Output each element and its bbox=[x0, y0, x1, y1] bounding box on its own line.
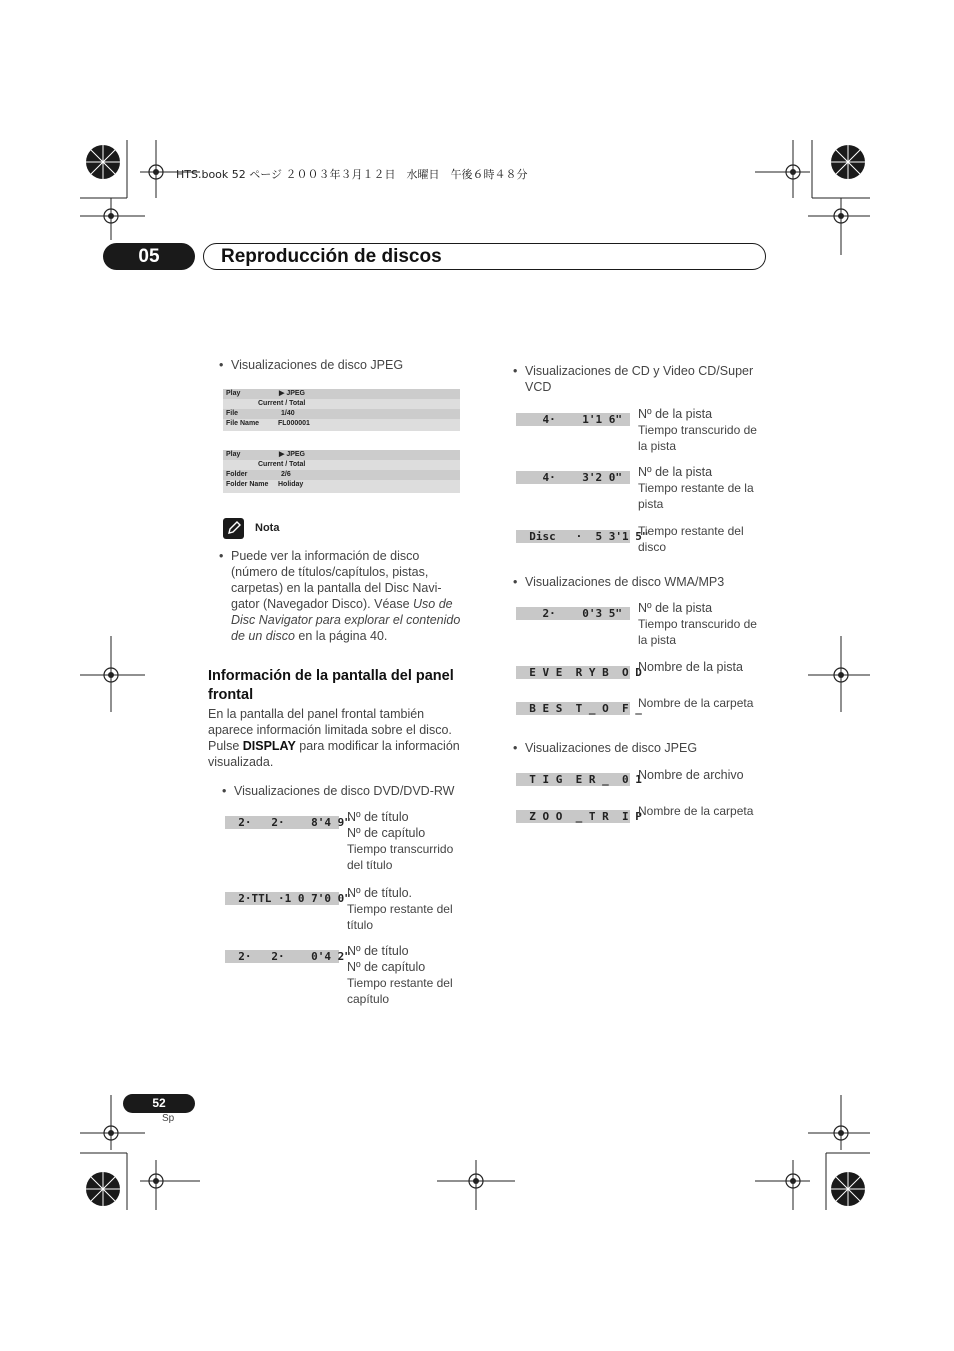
display-description bbox=[347, 885, 472, 933]
body-tail: para modificar la información bbox=[295, 739, 460, 753]
desc-line: Nº de título. bbox=[347, 886, 413, 900]
front-panel-display: Disc · 5 3'1 5" bbox=[516, 530, 649, 543]
note-line: (número de títulos/capítulos, pistas, bbox=[231, 565, 429, 579]
section-heading bbox=[208, 667, 483, 705]
cd-bullet-line: • Visualizaciones de CD y Video CD/Super bbox=[525, 364, 754, 378]
osd-label: Folder Name bbox=[226, 481, 269, 488]
body-line: En la pantalla del panel frontal también bbox=[208, 707, 425, 721]
display-description bbox=[638, 659, 768, 675]
osd-value: Holiday bbox=[278, 481, 304, 488]
note-line: • Puede ver la información de disco bbox=[231, 548, 476, 564]
display-description bbox=[347, 943, 472, 1007]
desc-small: la pista bbox=[638, 439, 677, 453]
note-label: Nota bbox=[255, 522, 280, 534]
desc-small: capítulo bbox=[347, 992, 390, 1006]
desc-small: pista bbox=[638, 497, 664, 511]
osd-value: ▶ JPEG bbox=[279, 390, 306, 397]
note-line: carpetas) en la pantalla del Disc Navi- bbox=[231, 581, 442, 595]
osd-label: File Name bbox=[226, 420, 260, 427]
display-description bbox=[638, 464, 768, 512]
desc-line: Nombre de archivo bbox=[638, 768, 744, 782]
note-line: gator (Navegador Disco). Véase bbox=[231, 597, 414, 611]
section-heading-line: frontal bbox=[208, 687, 254, 703]
osd-value: 1/40 bbox=[281, 410, 295, 417]
note-pencil-icon bbox=[223, 518, 244, 539]
note-text bbox=[231, 548, 476, 644]
desc-small: del título bbox=[347, 858, 393, 872]
desc-small: Tiempo transcurido de bbox=[638, 617, 757, 631]
note-link-italic: Disc Navigator para explorar el contenido bbox=[231, 613, 461, 627]
desc-line: Nº de la pista bbox=[638, 465, 713, 479]
desc-small: disco bbox=[638, 540, 667, 554]
display-description bbox=[638, 695, 768, 711]
desc-small: Tiempo transcurrido bbox=[347, 842, 454, 856]
front-panel-display: 2· 2· 8'4 9" bbox=[225, 816, 351, 829]
osd-label: Play bbox=[226, 451, 241, 458]
note-tail: en la página 40. bbox=[294, 629, 388, 643]
display-description bbox=[638, 600, 768, 648]
osd-value: Current / Total bbox=[258, 400, 306, 407]
desc-small: Tiempo transcurido de bbox=[638, 423, 757, 437]
display-description bbox=[638, 523, 768, 555]
note-link-italic: de un disco bbox=[231, 629, 295, 643]
chapter-number: 05 bbox=[103, 243, 195, 270]
osd-label: Folder bbox=[226, 471, 248, 478]
dvd-bullet: • Visualizaciones de disco DVD/DVD-RW bbox=[234, 783, 454, 799]
front-panel-display: B E S T _ O F _ bbox=[516, 702, 642, 715]
display-description bbox=[347, 809, 472, 873]
display-description bbox=[638, 767, 768, 783]
cd-bullet-line: VCD bbox=[525, 380, 552, 394]
note-link-italic: Uso de bbox=[413, 597, 453, 611]
body-pulse: Pulse bbox=[208, 739, 243, 753]
front-panel-display: 4· 1'1 6" bbox=[516, 413, 630, 426]
front-panel-display: 2· 2· 0'4 2" bbox=[225, 950, 351, 963]
desc-small: Tiempo restante del bbox=[347, 976, 453, 990]
osd-value: FL000001 bbox=[278, 420, 310, 427]
osd-value: 2/6 bbox=[281, 471, 291, 478]
front-panel-display: 2·TTL ·1 0 7'0 0" bbox=[225, 892, 351, 905]
desc-line: Nº de capítulo bbox=[347, 826, 426, 840]
osd-value: Current / Total bbox=[258, 461, 306, 468]
print-header: HTS.book 52 ページ ２００３年３月１２日 水曜日 午後６時４８分 bbox=[176, 168, 528, 181]
section-heading-line: Información de la pantalla del panel bbox=[208, 668, 454, 684]
language-code: Sp bbox=[162, 1113, 175, 1124]
section-body bbox=[208, 706, 483, 770]
front-panel-display: 4· 3'2 0" bbox=[516, 471, 630, 484]
desc-line: Nº de título bbox=[347, 810, 409, 824]
desc-line: Nº de la pista bbox=[638, 407, 713, 421]
cd-bullet bbox=[525, 363, 770, 395]
desc-small: título bbox=[347, 918, 374, 932]
front-panel-display: Z O O _ T R I P bbox=[516, 810, 642, 823]
display-description bbox=[638, 803, 768, 819]
body-line: visualizada. bbox=[208, 755, 274, 769]
chapter-title: Reproducción de discos bbox=[221, 246, 442, 267]
desc-line: Nº de título bbox=[347, 944, 409, 958]
desc-small: Tiempo restante del bbox=[347, 902, 453, 916]
desc-small: la pista bbox=[638, 633, 677, 647]
page-number: 52 bbox=[123, 1094, 195, 1113]
front-panel-display: T I G E R _ 0 1 bbox=[516, 773, 642, 786]
jpeg-file-screen bbox=[223, 389, 460, 431]
osd-label: File bbox=[226, 410, 239, 417]
front-panel-display: 2· 0'3 5" bbox=[516, 607, 630, 620]
desc-small: Nombre de la carpeta bbox=[638, 804, 754, 818]
desc-small: Nombre de la carpeta bbox=[638, 696, 754, 710]
osd-label: Play bbox=[226, 390, 241, 397]
osd-value: ▶ JPEG bbox=[279, 451, 306, 458]
display-description bbox=[638, 406, 768, 454]
jpeg-folder-screen bbox=[223, 450, 460, 493]
body-line: aparece información limitada sobre el disco. bbox=[208, 723, 452, 737]
jpeg-bullet-right: • Visualizaciones de disco JPEG bbox=[525, 740, 697, 756]
desc-line: Nº de la pista bbox=[638, 601, 713, 615]
desc-line: Nombre de la pista bbox=[638, 660, 743, 674]
wma-bullet: • Visualizaciones de disco WMA/MP3 bbox=[525, 574, 724, 590]
desc-line: Nº de capítulo bbox=[347, 960, 426, 974]
front-panel-display: E V E R Y B O D bbox=[516, 666, 642, 679]
display-button-ref: DISPLAY bbox=[242, 739, 296, 753]
desc-small: Tiempo restante del bbox=[638, 524, 744, 538]
desc-small: Tiempo restante de la bbox=[638, 481, 754, 495]
jpeg-bullet: • Visualizaciones de disco JPEG bbox=[231, 357, 403, 373]
